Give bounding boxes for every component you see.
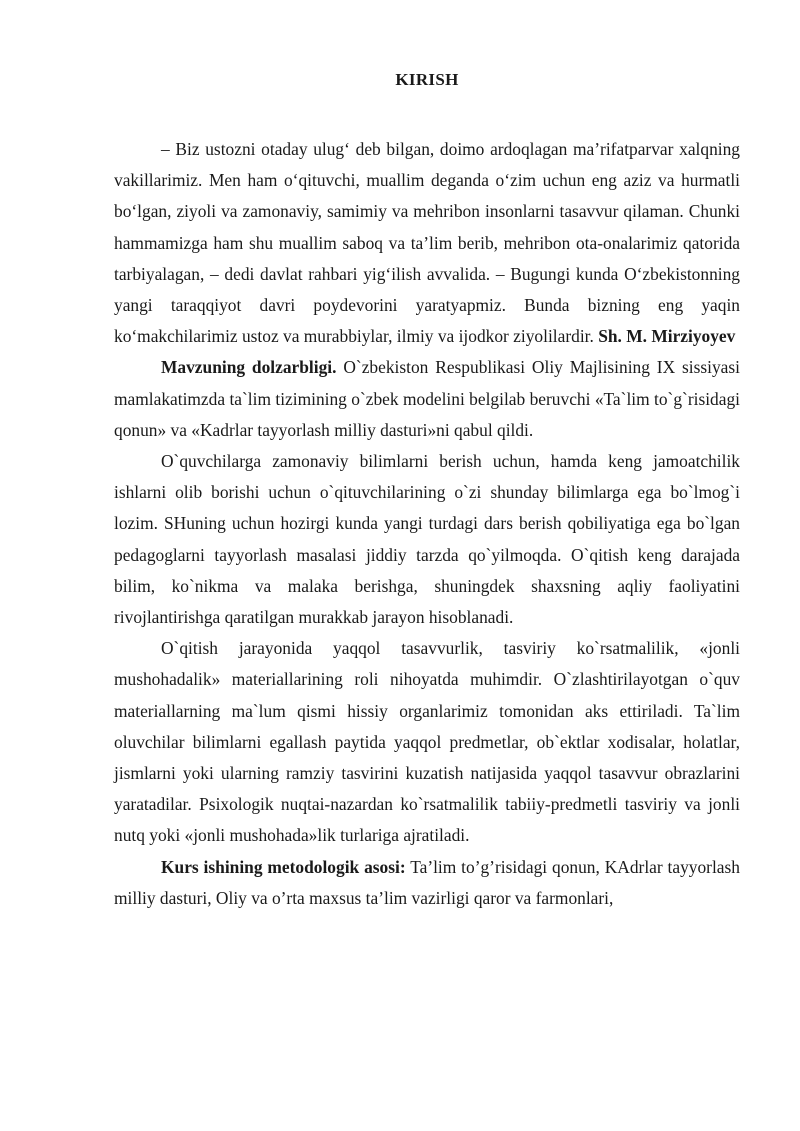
paragraph-relevance — [114, 352, 740, 446]
page-title: KIRISH — [395, 70, 459, 89]
paragraph-text: – Biz ustozni otaday ulug‘ deb bilgan, doimo ardoqlagan ma’rifatparvar xalqning vakillarimiz. Men ham o‘qituvchi, muallim deganda o‘zim uchun eng aziz va hurmatli bo‘lgan, ziyoli va zamonaviy, samimiy va mehribon insonlarni tasavvur qilaman. Chunki hammamizga ham shu muallim saboq va ta’lim berib, mehribon ota-onalarimiz qatorida tarbiyalagan, – dedi davlat rahbari yig‘ilish avvalida. – Bugungi kunda O‘zbekistonning yangi taraqqiyot davri poydevorini yaratyapmiz. Bunda bizning eng yaqin ko‘makchilarimiz ustoz va murabbiylar, ilmiy va ijodkor ziyolilardir. — [114, 139, 740, 347]
paragraph-body — [114, 446, 740, 633]
paragraph-body — [114, 633, 740, 851]
paragraph-quote — [114, 134, 740, 352]
paragraph-text: Ta’lim to’g’risidagi qonun, KAdrlar tayyorlash milliy dasturi, Oliy va o’rta maxsus ta’lim vazirligi qaror va farmonlari, — [114, 856, 740, 908]
paragraph-text: O`quvchilarga zamonaviy bilimlarni berish uchun, hamda keng jamoatchilik ishlarni olib borishi uchun o`qituvchilarining o`zi shunday bilimlarga ega bo`lmog`i lozim. SHuning uchun hozirgi kunda yangi turdagi dars berish qobiliyatiga ega bo`lgan pedagoglarni tayyorlash masalasi jiddiy tarzda qo`yilmoqda. O`qitish keng darajada bilim, ko`nikma va malaka berishga, shuningdek shaxsning aqliy faoliyatini rivojlantirishga qaratilgan murakkab jarayon hisoblanadi. — [114, 451, 740, 628]
document-page — [114, 70, 740, 914]
paragraph-methodology — [114, 852, 740, 914]
paragraph-text: O`zbekiston Respublikasi Oliy Majlisining IX sissiyasi mamlakatimzda ta`lim tizimining o`zbek modelini belgilab beruvchi «Ta`lim to`g`risidagi qonun» va «Kadrlar tayyorlash milliy dasturi»ni qabul qildi. — [114, 357, 740, 440]
quote-signature: Sh. M. Mirziyoyev — [598, 326, 736, 347]
paragraph-lead: Mavzuning dolzarbligi. — [161, 357, 337, 378]
paragraph-text: O`qitish jarayonida yaqqol tasavvurlik, tasviriy ko`rsatmalilik, «jonli mushohadalik» materiallarining roli nihoyatda muhimdir. O`zlashtirilayotgan o`quv materiallarning ma`lum qismi hissiy organlarimiz tomonidan aks ettiriladi. Ta`lim oluvchilar bilimlarni egallash paytida yaqqol predmetlar, ob`ektlar xodisalar, holatlar, jismlarni yoki ularning ramziy tasvirini kuzatish natijasida yaqqol tasavvur obrazlarini yaratadilar. Psixologik nuqtai-nazardan ko`rsatmalilik tabiiy-predmetli tasviriy va jonli nutq yoki «jonli mushohada»lik turlariga ajratiladi. — [114, 638, 740, 846]
paragraph-lead: Kurs ishining metodologik asosi: — [161, 856, 406, 877]
